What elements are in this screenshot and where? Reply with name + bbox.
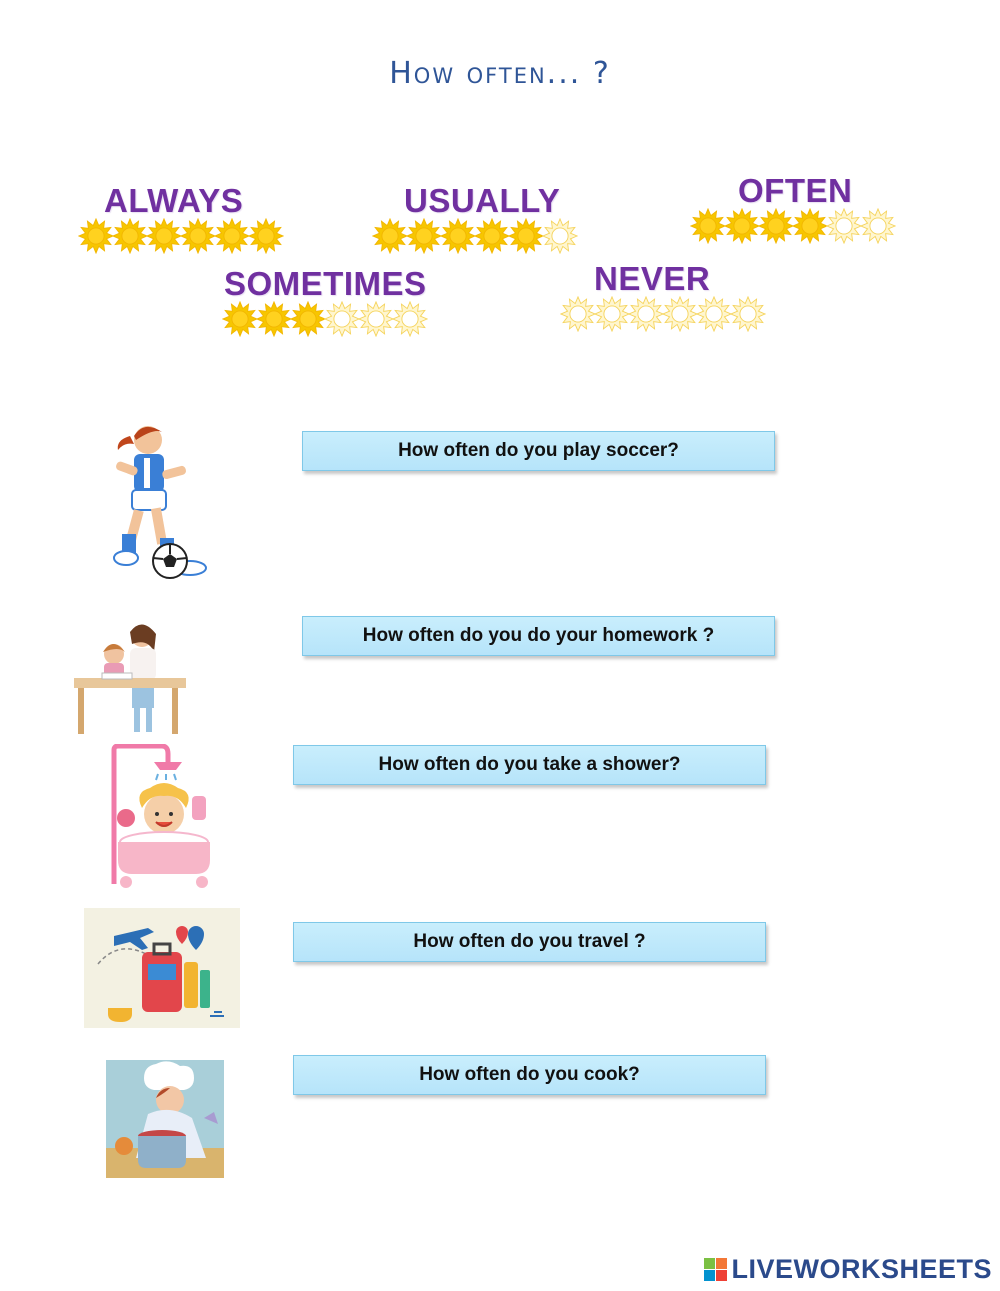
sun-filled-icon xyxy=(146,218,182,254)
sun-filled-icon xyxy=(112,218,148,254)
frequency-label: OFTEN xyxy=(738,172,853,209)
sun-empty-icon xyxy=(662,296,698,332)
frequency-label: SOMETIMES xyxy=(224,265,427,302)
sun-filled-icon xyxy=(214,218,250,254)
sun-empty-icon xyxy=(860,208,896,244)
brand-logo-icon xyxy=(704,1258,727,1281)
sun-empty-icon xyxy=(560,296,596,332)
frequency-label: ALWAYS xyxy=(104,182,244,219)
homework-illustration xyxy=(72,618,188,738)
sun-rating xyxy=(690,208,894,244)
sun-empty-icon xyxy=(358,301,394,337)
sun-empty-icon xyxy=(392,301,428,337)
sun-filled-icon xyxy=(474,218,510,254)
page-title: How often... ? xyxy=(389,56,611,91)
sun-empty-icon xyxy=(628,296,664,332)
sun-filled-icon xyxy=(792,208,828,244)
travel-illustration xyxy=(84,908,240,1028)
sun-rating xyxy=(372,218,576,254)
frequency-label: NEVER xyxy=(594,260,711,297)
question-box[interactable]: How often do you do your homework ? xyxy=(302,616,775,656)
sun-filled-icon xyxy=(440,218,476,254)
sun-empty-icon xyxy=(324,301,360,337)
sun-filled-icon xyxy=(758,208,794,244)
question-box[interactable]: How often do you play soccer? xyxy=(302,431,775,471)
sun-filled-icon xyxy=(406,218,442,254)
sun-filled-icon xyxy=(690,208,726,244)
shower-illustration xyxy=(104,744,216,892)
frequency-never xyxy=(560,260,764,332)
sun-filled-icon xyxy=(78,218,114,254)
sun-filled-icon xyxy=(222,301,258,337)
sun-filled-icon xyxy=(508,218,544,254)
sun-filled-icon xyxy=(372,218,408,254)
cooking-illustration xyxy=(106,1060,224,1178)
sun-filled-icon xyxy=(256,301,292,337)
sun-rating xyxy=(560,296,764,332)
question-box[interactable]: How often do you travel ? xyxy=(293,922,766,962)
frequency-label: USUALLY xyxy=(404,182,561,219)
question-box[interactable]: How often do you take a shower? xyxy=(293,745,766,785)
sun-filled-icon xyxy=(290,301,326,337)
sun-empty-icon xyxy=(594,296,630,332)
sun-rating xyxy=(222,301,427,337)
brand-text: LIVEWORKSHEETS xyxy=(731,1254,992,1284)
sun-filled-icon xyxy=(248,218,284,254)
sun-empty-icon xyxy=(696,296,732,332)
sun-empty-icon xyxy=(542,218,578,254)
sun-filled-icon xyxy=(724,208,760,244)
frequency-sometimes xyxy=(222,265,427,337)
sun-rating xyxy=(78,218,282,254)
frequency-always xyxy=(78,182,282,254)
sun-empty-icon xyxy=(826,208,862,244)
question-box[interactable]: How often do you cook? xyxy=(293,1055,766,1095)
frequency-usually xyxy=(372,182,576,254)
soccer-girl-illustration xyxy=(108,418,220,583)
sun-empty-icon xyxy=(730,296,766,332)
liveworksheets-brand xyxy=(704,1254,992,1285)
sun-filled-icon xyxy=(180,218,216,254)
frequency-often xyxy=(690,172,894,244)
